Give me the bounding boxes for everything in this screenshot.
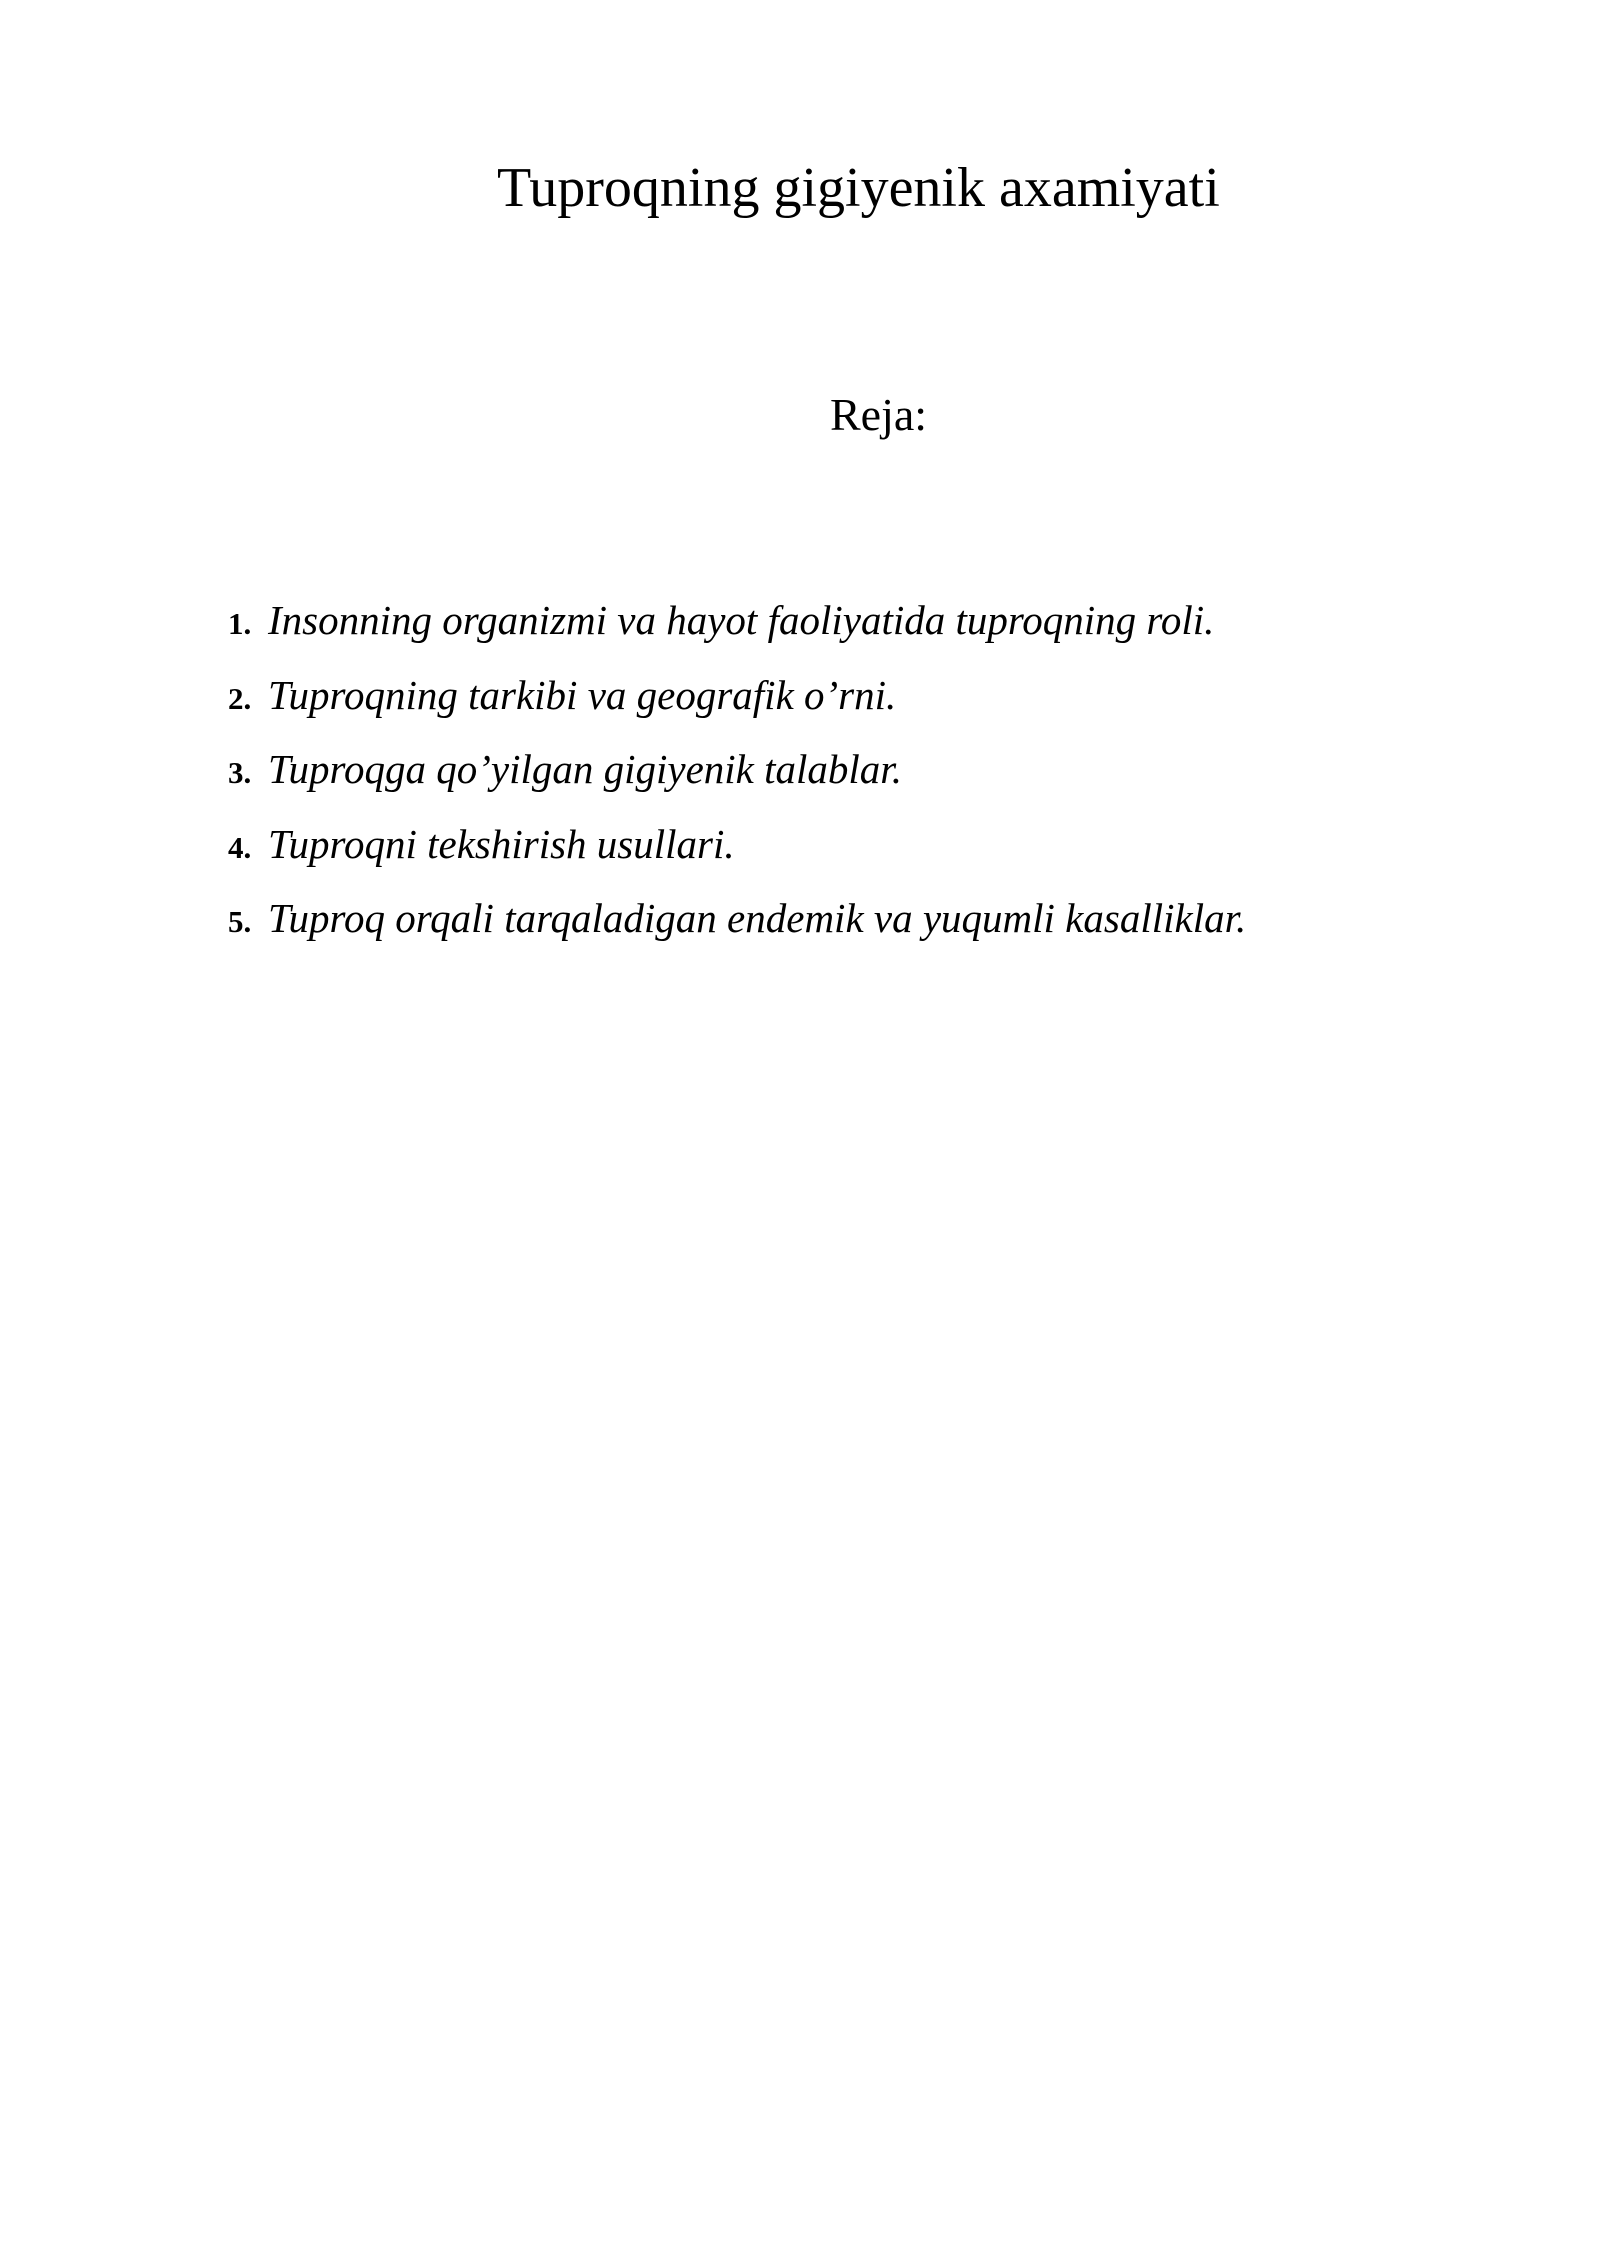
plan-item-number: 3.	[228, 755, 252, 790]
plan-heading: Reja:	[830, 389, 928, 440]
plan-item-1	[228, 596, 1246, 671]
plan-item-text: Tuproq orqali tarqaladigan endemik va yuqumli kasalliklar.	[268, 895, 1247, 941]
plan-item-2	[228, 671, 1246, 746]
plan-item-3	[228, 745, 1246, 820]
plan-item-text: Tuproqning tarkibi va geografik o’rni.	[268, 671, 897, 718]
document-title: Tuproqning gigiyenik axamiyati	[497, 157, 1220, 219]
plan-item-number: 2.	[228, 680, 252, 716]
plan-item-5	[228, 894, 1246, 969]
plan-item-number: 1.	[228, 606, 252, 641]
plan-item-text: Tuproqni tekshirish usullari.	[268, 820, 735, 867]
plan-item-number: 4.	[228, 829, 252, 865]
plan-item-4	[228, 820, 1246, 895]
plan-item-text: Tuproqga qo’yilgan gigiyenik talablar.	[268, 746, 902, 792]
plan-item-text: Insonning organizmi va hayot faoliyatida tuproqning roli.	[268, 597, 1215, 643]
plan-list	[228, 596, 1246, 969]
plan-item-number: 5.	[228, 904, 252, 939]
